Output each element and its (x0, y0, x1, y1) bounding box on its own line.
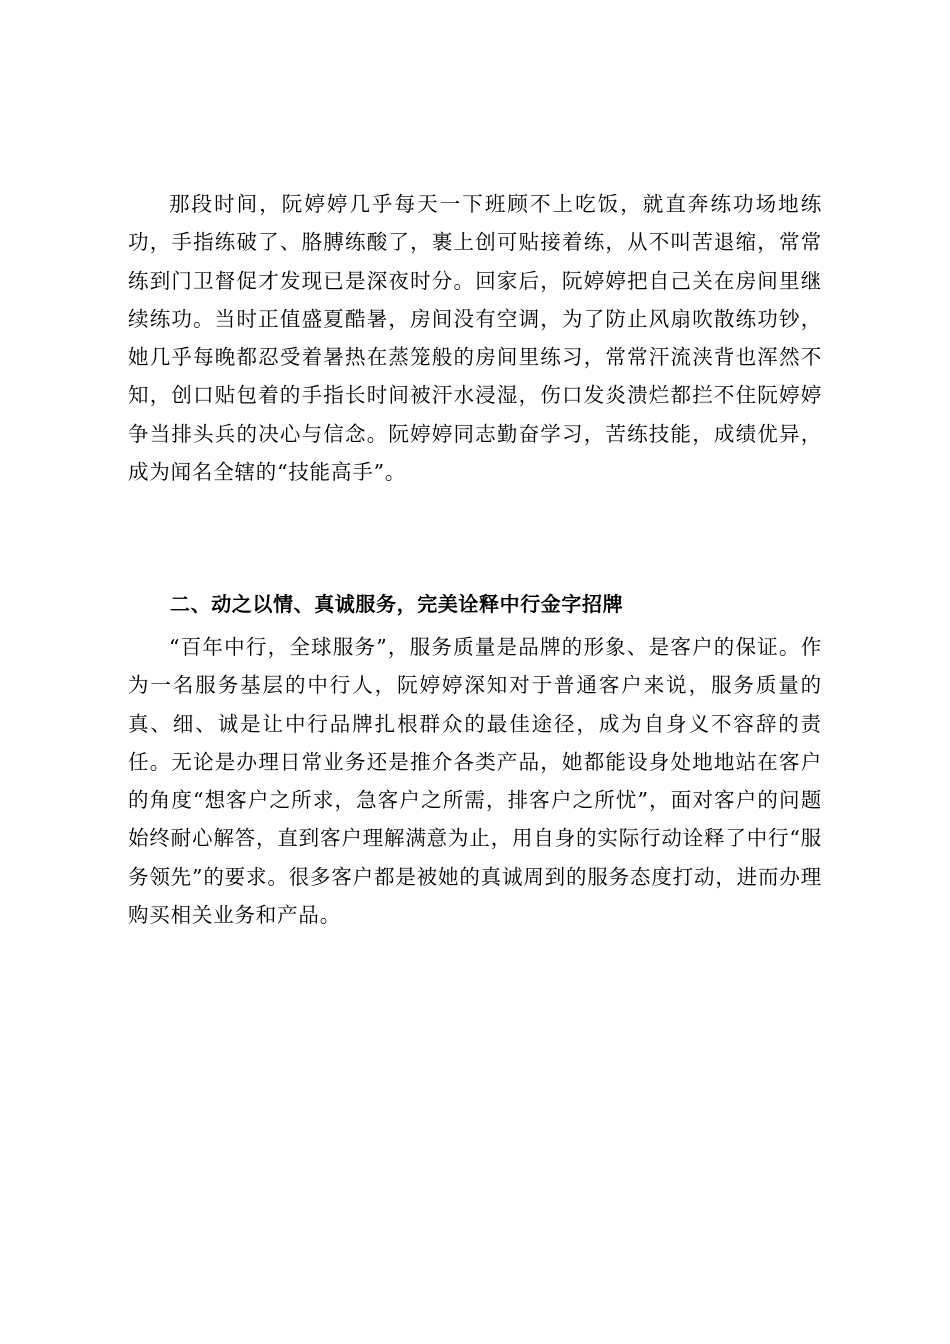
section-heading: 二、动之以情、真诚服务，完美诠释中行金字招牌 (170, 592, 624, 616)
body-paragraph-service: “百年中行，全球服务”，服务质量是品牌的形象、是客户的保证。作为一名服务基层的中行人，阮婷婷深知对于普通客户来说，服务质量的真、细、诚是让中行品牌扎根群众的最佳途径，成为自身义不容辞的责任。无论是办理日常业务还是推介各类产品，她都能设身处地地站在客户的角度“想客户之所求，急客户之所需，排客户之所忧”，面对客户的问题始终耐心解答，直到客户理解满意为止，用自身的实际行动诠释了中行“服务领先”的要求。很多客户都是被她的真诚周到的服务态度打动，进而办理购买相关业务和产品。 (128, 635, 822, 928)
body-paragraph-training: 那段时间，阮婷婷几乎每天一下班顾不上吃饭，就直奔练功场地练功，手指练破了、胳膊练酸了，裹上创可贴接着练，从不叫苦退缩，常常练到门卫督促才发现已是深夜时分。回家后，阮婷婷把自己关在房间里继续练功。当时正值盛夏酷暑，房间没有空调，为了防止风扇吹散练功钞，她几乎每晚都忍受着暑热在蒸笼般的房间里练习，常常汗流浃背也浑然不知，创口贴包着的手指长时间被汗水浸湿，伤口发炎溃烂都拦不住阮婷婷争当排头兵的决心与信念。阮婷婷同志勤奋学习，苦练技能，成绩优异，成为闻名全辖的“技能高手”。 (128, 192, 822, 485)
